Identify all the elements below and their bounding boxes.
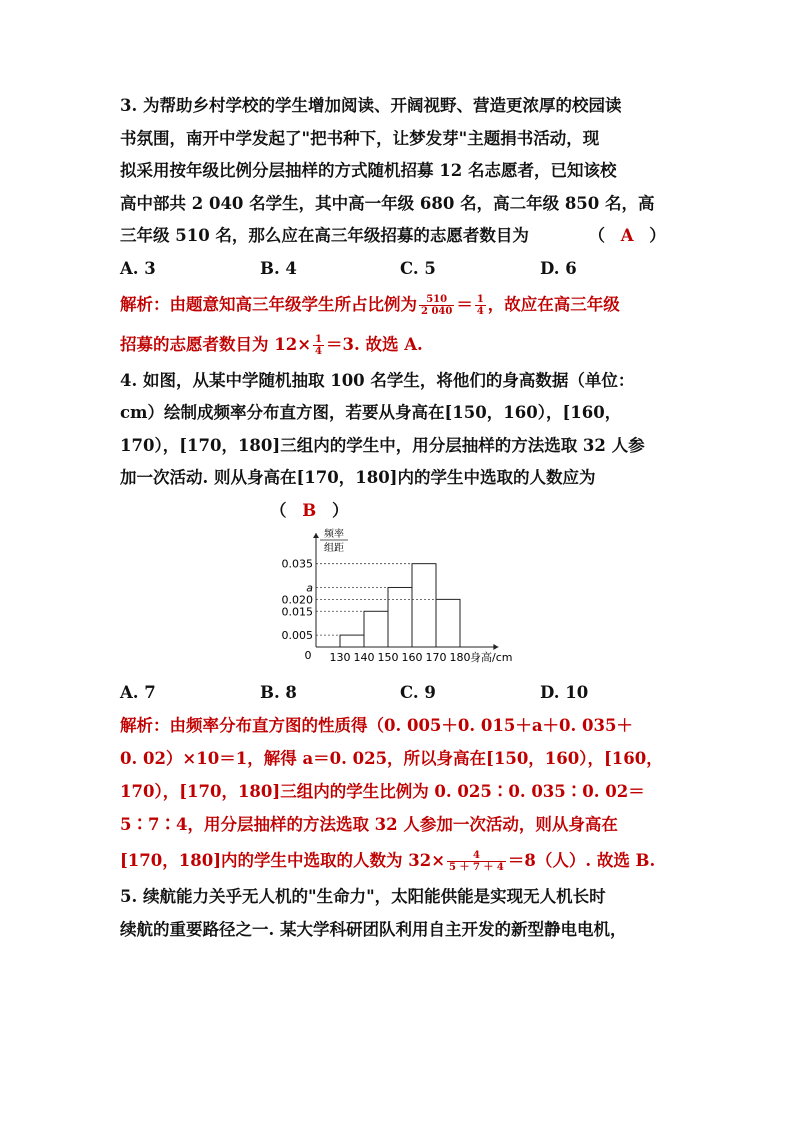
y-axis-label-denominator: 组距 xyxy=(324,543,344,554)
q3-fraction-3 xyxy=(313,334,324,357)
q4-solution-line-3: 170），[170，180]三组内的学生比例为 0. 025∶0. 035∶0. 02＝ xyxy=(120,782,645,801)
q3-line-4: 高中部共 2 040 名学生，其中高一年级 680 名，高二年级 850 名，高 xyxy=(120,193,655,213)
q4-solution-line-1: 解析：由频率分布直方图的性质得（0. 005＋0. 015＋a＋0. 035＋ xyxy=(120,716,633,735)
q4-line-4: 加一次活动. 则从身高在[170，180]内的学生中选取的人数应为 xyxy=(120,468,596,487)
q4-solution-text-a: [170，180]内的学生中选取的人数为 32× xyxy=(120,851,446,870)
y-tick-label: 0.005 xyxy=(281,629,313,643)
q3-fraction-2-num: 1 xyxy=(476,293,484,305)
x-tick-label: 160 xyxy=(401,651,423,664)
q4-solution-line-5 xyxy=(120,841,690,881)
y-axis-label-numerator: 频率 xyxy=(324,529,344,540)
y-tick-label: 0.020 xyxy=(281,593,313,607)
question-4 xyxy=(120,365,690,882)
q3-answer: A xyxy=(620,226,634,245)
worksheet xyxy=(120,90,690,946)
q3-solution-text-a: 解析：由题意知高三年级学生所占比例为 xyxy=(120,294,417,314)
q3-option-d: D. 6 xyxy=(540,258,577,278)
q4-option-b: B. 8 xyxy=(260,683,297,702)
q4-line-2: cm）绘制成频率分布直方图，若要从身高在[150，160），[160， xyxy=(120,403,622,422)
x-tick-label: 180 xyxy=(449,651,471,664)
histogram-figure xyxy=(120,527,690,677)
x-axis-arrow xyxy=(493,644,498,650)
q3-fraction-2-den: 4 xyxy=(476,305,484,317)
q3-fraction-3-den: 4 xyxy=(315,345,322,357)
histogram-bar xyxy=(436,599,460,647)
histogram-bar xyxy=(412,564,436,647)
q3-line-3: 拟采用按年级比例分层抽样的方式随机招募 12 名志愿者，已知该校 xyxy=(120,161,617,180)
histogram-bar xyxy=(340,635,364,647)
q4-options xyxy=(120,677,690,709)
x-tick-label: 170 xyxy=(425,651,447,664)
q3-option-c: C. 5 xyxy=(400,258,436,278)
q3-line-1: 3. 为帮助乡村学校的学生增加阅读、开阔视野、营造更浓厚的校园读 xyxy=(120,96,622,115)
q3-solution-text-c: 招募的志愿者数目为 12× xyxy=(120,334,312,354)
q5-line-2: 续航的重要路径之一. 某大学科研团队利用自主开发的新型静电电机， xyxy=(120,919,627,939)
histogram-chart xyxy=(120,527,540,677)
y-axis-arrow xyxy=(313,533,319,538)
histogram-bar xyxy=(388,587,412,647)
q3-solution-eq: ＝ xyxy=(456,294,473,314)
q4-paren-open: （ xyxy=(270,500,287,520)
q3-fraction-1-den: 2 040 xyxy=(421,305,453,317)
q4-answer-line xyxy=(120,495,690,528)
q3-fraction-1-num: 510 xyxy=(419,294,454,306)
question-5 xyxy=(120,881,690,946)
q3-fraction-1 xyxy=(419,294,454,317)
q4-answer: B xyxy=(302,500,317,520)
q3-solution-line-2 xyxy=(120,325,690,365)
q4-line-1: 4. 如图，从某中学随机抽取 100 名学生，将他们的身高数据（单位： xyxy=(120,370,635,390)
q3-fraction-2 xyxy=(475,294,486,317)
x-axis-label: 身高/cm xyxy=(470,651,513,664)
q3-line-5-text: 三年级 510 名，那么应在高三年级招募的志愿者数目为 xyxy=(120,226,529,245)
q3-solution-text-d: ＝3. 故选 A. xyxy=(326,334,423,354)
q3-paren-close: ） xyxy=(649,226,666,245)
q3-options xyxy=(120,253,690,285)
x-tick-label: 150 xyxy=(377,651,399,664)
q3-line-5 xyxy=(120,220,690,253)
q3-paren-open: （ xyxy=(588,226,605,245)
q3-solution-text-b: ，故应在高三年级 xyxy=(487,294,620,314)
q4-option-a: A. 7 xyxy=(120,683,156,702)
q4-solution-line-4: 5∶7∶4，用分层抽样的方法选取 32 人参加一次活动，则从身高在 xyxy=(120,815,618,834)
q4-fraction-num: 4 xyxy=(447,850,506,862)
question-3 xyxy=(120,90,690,365)
q4-paren-close: ） xyxy=(331,500,349,520)
q3-option-a: A. 3 xyxy=(120,258,156,278)
q5-line-1: 5. 续航能力关乎无人机的"生命力"，太阳能供能是实现无人机长时 xyxy=(120,887,606,906)
origin-label: 0 xyxy=(304,649,312,662)
q4-fraction-den: 5 ＋ 7 ＋ 4 xyxy=(449,862,504,873)
q3-line-2: 书氛围，南开中学发起了"把书种下，让梦发芽"主题捐书活动，现 xyxy=(120,128,600,148)
q4-fraction xyxy=(447,850,506,873)
q4-solution-text-b: ＝8（人）. 故选 B. xyxy=(507,851,656,870)
histogram-bar xyxy=(364,611,388,647)
y-tick-label: 0.015 xyxy=(281,605,313,619)
x-tick-label: 130 xyxy=(329,651,351,664)
q4-line-3: 170），[170，180]三组内的学生中，用分层抽样的方法选取 32 人参 xyxy=(120,435,645,455)
q4-option-c: C. 9 xyxy=(400,683,436,702)
y-tick-label: 0.035 xyxy=(281,557,313,571)
q3-solution-line-1 xyxy=(120,285,690,325)
q3-option-b: B. 4 xyxy=(260,258,297,278)
q3-fraction-3-num: 1 xyxy=(315,333,322,345)
y-tick-label: a xyxy=(306,581,313,595)
q4-solution-line-2: 0. 02）×10＝1，解得 a＝0. 025，所以身高在[150，160），[160， xyxy=(120,749,663,768)
x-tick-label: 140 xyxy=(353,651,375,664)
q4-option-d: D. 10 xyxy=(540,683,589,702)
